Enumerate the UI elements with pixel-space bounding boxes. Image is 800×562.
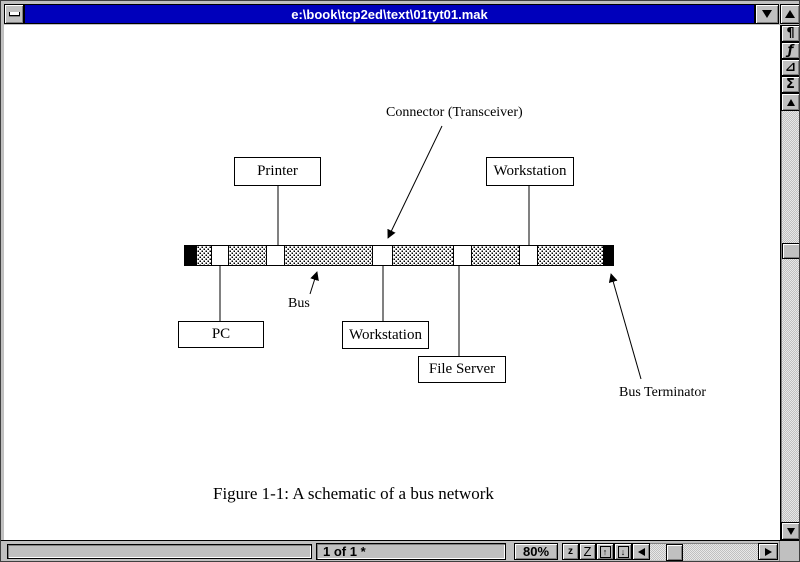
paragraph-tool-button[interactable] bbox=[781, 25, 800, 42]
scroll-up-button[interactable] bbox=[781, 93, 800, 111]
zoom-out-button[interactable] bbox=[562, 543, 579, 560]
node-pc-label: PC bbox=[211, 326, 231, 342]
arrow-up-icon bbox=[787, 99, 795, 106]
pilcrow-icon: ¶ bbox=[786, 26, 795, 41]
scroll-right-button[interactable] bbox=[758, 543, 778, 560]
draw-tool-button[interactable] bbox=[781, 59, 800, 76]
scroll-left-button[interactable] bbox=[632, 543, 650, 560]
right-toolbar-scrollbar bbox=[781, 25, 800, 540]
window-title: e:\book\tcp2ed\text\01tyt01.mak bbox=[291, 7, 488, 22]
vertical-scrollbar-thumb[interactable] bbox=[782, 243, 800, 259]
bus-terminator-left bbox=[185, 246, 197, 265]
sigma-icon: Σ bbox=[786, 77, 795, 92]
arrow-left-icon bbox=[638, 548, 645, 556]
function-tool-button[interactable] bbox=[781, 42, 800, 59]
document-canvas[interactable] bbox=[4, 25, 781, 540]
node-file-server[interactable] bbox=[418, 356, 506, 383]
annotation-bus[interactable]: Bus bbox=[288, 296, 310, 311]
next-page-button[interactable] bbox=[614, 543, 632, 560]
status-bar bbox=[1, 540, 800, 562]
function-icon: ƒ bbox=[787, 43, 794, 58]
node-printer[interactable] bbox=[234, 157, 321, 186]
diagram-layer bbox=[1, 1, 800, 562]
scrollbar-corner bbox=[779, 541, 800, 562]
status-message-area bbox=[7, 544, 312, 559]
arrow-right-icon bbox=[765, 548, 772, 556]
equation-tool-button[interactable] bbox=[781, 76, 800, 93]
node-workstation-top[interactable] bbox=[486, 157, 574, 186]
zoom-in-button[interactable] bbox=[579, 543, 596, 560]
bus-connector-file-server bbox=[453, 246, 472, 265]
horizontal-scrollbar-track[interactable] bbox=[650, 543, 758, 560]
scroll-down-button[interactable] bbox=[781, 522, 800, 540]
bus-connector-workstation-top bbox=[519, 246, 538, 265]
page-up-icon: ↑ bbox=[600, 546, 611, 558]
node-workstation-top-label: Workstation bbox=[493, 163, 567, 179]
annotation-connector-transceiver[interactable]: Connector (Transceiver) bbox=[386, 105, 523, 120]
bus-connector-printer bbox=[266, 246, 285, 265]
annotation-bus-terminator[interactable]: Bus Terminator bbox=[619, 385, 707, 400]
page-down-icon: ↓ bbox=[618, 546, 629, 558]
node-printer-label: Printer bbox=[257, 163, 298, 179]
node-file-server-label: File Server bbox=[428, 361, 496, 377]
figure-caption[interactable]: Figure 1-1: A schematic of a bus network bbox=[213, 484, 494, 503]
zoom-level-text: 80% bbox=[522, 544, 550, 559]
page-indicator-field[interactable] bbox=[316, 543, 506, 560]
bus-cable[interactable] bbox=[184, 245, 614, 266]
node-workstation-bottom[interactable] bbox=[342, 321, 429, 349]
triangle-icon: ⊿ bbox=[785, 60, 796, 75]
diagram-connector-lines bbox=[1, 1, 800, 562]
horizontal-scrollbar-thumb[interactable] bbox=[666, 544, 683, 561]
previous-page-button[interactable] bbox=[596, 543, 614, 560]
node-pc[interactable] bbox=[178, 321, 264, 348]
zoom-in-label: Z bbox=[583, 544, 592, 559]
bus-connector-workstation-bottom bbox=[372, 246, 393, 265]
page-indicator-text: 1 of 1 * bbox=[323, 544, 366, 559]
bus-terminator-right bbox=[603, 246, 613, 265]
node-workstation-bottom-label: Workstation bbox=[349, 326, 422, 343]
vertical-scrollbar-track[interactable] bbox=[781, 111, 800, 522]
bus-connector-pc bbox=[211, 246, 229, 265]
arrow-down-icon bbox=[787, 528, 795, 535]
zoom-out-label: z bbox=[568, 546, 573, 557]
zoom-level-button[interactable] bbox=[514, 543, 558, 560]
